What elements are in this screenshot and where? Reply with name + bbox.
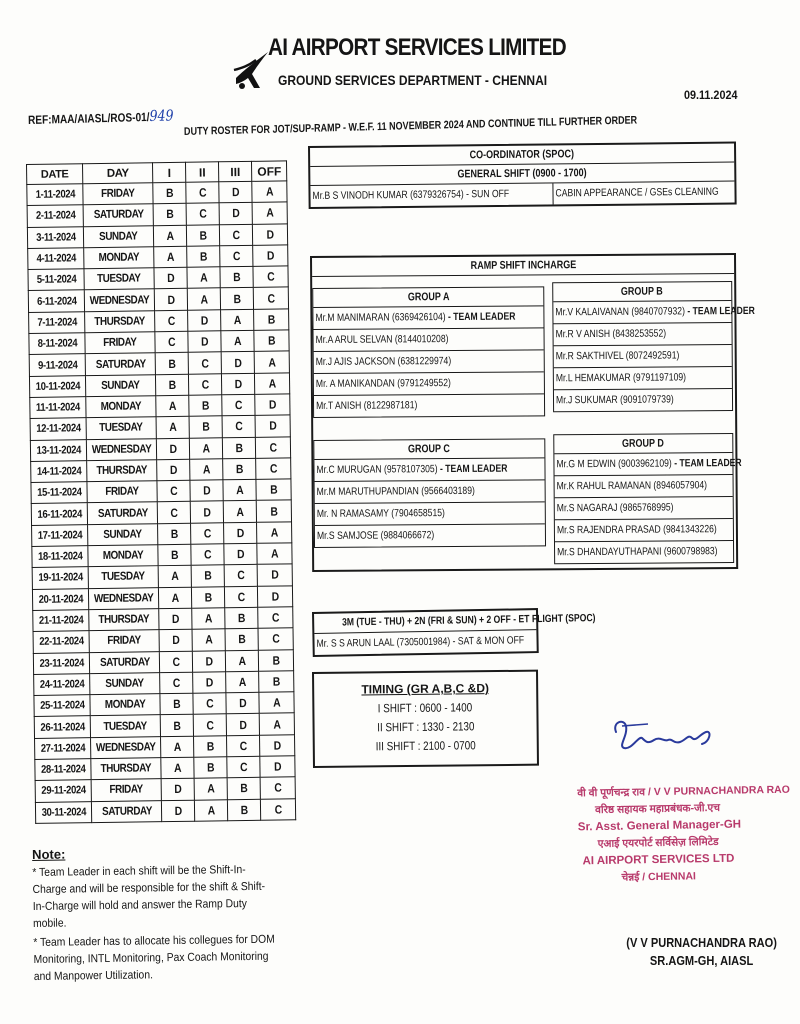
cell-shift-2: A xyxy=(192,629,225,651)
cell-off: B xyxy=(256,500,291,522)
cell-day: MONDAY xyxy=(88,545,158,567)
column-header-shift-1: I xyxy=(153,162,186,182)
cell-shift-2: A xyxy=(190,459,223,481)
stamp-line: एआई एयरपोर्ट सर्विसेज़ लिमिटेड xyxy=(597,835,719,851)
cell-date: 22-11-2024 xyxy=(33,631,89,653)
cell-date: 12-11-2024 xyxy=(30,418,86,440)
team-leader-label: - TEAM LEADER xyxy=(671,456,742,470)
member-name: Mr.R V ANISH (8438253552) xyxy=(555,327,667,341)
cell-shift-2: D xyxy=(193,650,226,672)
coordinator-duty: CABIN APPEARANCE / GSEs CLEANING xyxy=(555,185,719,200)
cell-day: FRIDAY xyxy=(87,481,157,503)
cell-date: 13-11-2024 xyxy=(30,439,86,461)
cell-shift-3: A xyxy=(223,479,256,501)
cell-shift-3: D xyxy=(226,714,259,736)
note-item: * Team Leader in each shift will be the Shift-In-Charge and will be responsible for the shift & Shift-In-Charge will hold and answer the Ramp Duty mobile. xyxy=(32,864,266,930)
group-d-title: GROUP D xyxy=(554,434,732,454)
team-leader-label: - TEAM LEADER xyxy=(437,462,508,476)
cell-date: 9-11-2024 xyxy=(29,354,85,376)
cell-shift-2: B xyxy=(189,395,222,417)
member-row xyxy=(555,497,733,520)
cell-shift-1: B xyxy=(158,544,191,566)
cell-shift-1: D xyxy=(154,289,187,311)
cell-date: 20-11-2024 xyxy=(32,588,88,610)
cell-shift-3: B xyxy=(220,288,253,310)
cell-shift-2: B xyxy=(187,224,220,246)
cell-shift-3: D xyxy=(226,692,259,714)
cell-shift-2: A xyxy=(190,437,223,459)
cell-off: D xyxy=(258,585,293,607)
roster-title: DUTY ROSTER FOR JOT/SUP-RAMP - W.E.F. 11 NOVEMBER 2024 AND CONTINUE TILL FURTHER ORDER xyxy=(183,114,638,138)
cell-day: SATURDAY xyxy=(85,353,155,375)
stamp-line: वरिष्ठ सहायक महाप्रबंधक-जी.एच xyxy=(594,801,721,817)
cell-date: 24-11-2024 xyxy=(34,673,90,695)
cell-day: SUNDAY xyxy=(88,523,158,545)
cell-off: B xyxy=(259,649,294,671)
signing-officer xyxy=(613,934,790,970)
cell-shift-1: A xyxy=(161,736,194,758)
cell-shift-3: B xyxy=(223,458,256,480)
cell-off: D xyxy=(257,564,292,586)
cell-off: A xyxy=(257,522,292,544)
official-stamp xyxy=(577,783,790,888)
cell-shift-3: B xyxy=(227,778,260,800)
cell-off: B xyxy=(254,309,289,331)
member-name: Mr.K RAHUL RAMANAN (8946057904) xyxy=(556,479,708,493)
cell-date: 4-11-2024 xyxy=(28,248,84,270)
note-item: * Team Leader has to allocate his collegues for DOM Monitoring, INTL Monitoring, Pax Coach Monitoring and Manpower Utilization. xyxy=(33,933,275,983)
coordinator-box xyxy=(308,142,737,209)
cell-shift-1: A xyxy=(156,395,189,417)
cell-day: SATURDAY xyxy=(91,800,161,822)
department-name: GROUND SERVICES DEPARTMENT - CHENNAI xyxy=(278,72,548,88)
cell-shift-3: C xyxy=(220,224,253,246)
group-a-members xyxy=(313,306,544,417)
column-header-day: DAY xyxy=(83,163,153,184)
cell-shift-1: A xyxy=(156,417,189,439)
timing-shift-2: II SHIFT : 1330 - 2130 xyxy=(376,719,475,735)
handwritten-signature xyxy=(608,712,718,760)
cell-shift-3: C xyxy=(222,394,255,416)
cell-shift-1: A xyxy=(154,246,187,268)
cell-off: C xyxy=(256,436,291,458)
cell-shift-3: C xyxy=(225,586,258,608)
cell-date: 15-11-2024 xyxy=(31,482,87,504)
cell-off: B xyxy=(254,330,289,352)
cell-off: A xyxy=(252,181,287,203)
cell-shift-3: D xyxy=(221,352,254,374)
member-row xyxy=(313,306,543,330)
cell-date: 6-11-2024 xyxy=(28,290,84,312)
cell-day: SATURDAY xyxy=(89,651,159,673)
cell-day: FRIDAY xyxy=(89,630,159,652)
cell-shift-3: C xyxy=(220,245,253,267)
officer-name: (V V PURNACHANDRA RAO) xyxy=(626,935,777,950)
cell-off: A xyxy=(257,543,292,565)
cell-shift-1: B xyxy=(156,374,189,396)
cell-date: 1-11-2024 xyxy=(27,184,83,206)
member-row xyxy=(553,323,731,346)
cell-date: 28-11-2024 xyxy=(35,759,91,781)
document-date: 09.11.2024 xyxy=(684,88,738,102)
cell-day: SUNDAY xyxy=(90,673,160,695)
member-row xyxy=(555,541,733,563)
cell-off: D xyxy=(253,245,288,267)
cell-shift-2: C xyxy=(191,544,224,566)
cell-off: A xyxy=(252,202,287,224)
cell-day: TUESDAY xyxy=(84,268,154,290)
cell-day: WEDNESDAY xyxy=(91,736,161,758)
member-name: Mr.M MARUTHUPANDIAN (9566403189) xyxy=(316,484,475,498)
cell-day: SATURDAY xyxy=(87,502,157,524)
officer-designation: SR.AGM-GH, AIASL xyxy=(649,953,754,968)
member-row xyxy=(315,480,545,504)
cell-shift-1: D xyxy=(159,608,192,630)
cell-day: TUESDAY xyxy=(88,566,158,588)
cell-shift-2: C xyxy=(193,693,226,715)
cell-shift-3: D xyxy=(224,522,257,544)
cell-shift-1: D xyxy=(157,459,190,481)
cell-shift-3: A xyxy=(221,309,254,331)
cell-shift-1: D xyxy=(154,267,187,289)
cell-off: C xyxy=(258,628,293,650)
team-leader-label: - TEAM LEADER xyxy=(684,304,755,318)
member-row xyxy=(315,502,545,526)
cell-shift-1: B xyxy=(153,182,186,204)
duty-roster-table xyxy=(26,160,296,823)
cell-day: TUESDAY xyxy=(90,715,160,737)
column-header-date: DATE xyxy=(27,164,83,185)
member-name: Mr.J SUKUMAR (9091079739) xyxy=(555,393,674,407)
cell-shift-2: A xyxy=(194,778,227,800)
cell-day: WEDNESDAY xyxy=(84,289,154,311)
reference-prefix: REF:MAA/AIASL/ROS-01/ xyxy=(27,109,150,127)
company-name: AI AIRPORT SERVICES LIMITED xyxy=(268,34,566,61)
group-a-box xyxy=(312,286,545,418)
column-header-shift-2: II xyxy=(186,162,219,182)
et-flight-title: 3M (TUE - THU) + 2N (FRI & SUN) + 2 OFF - ET FLIGHT (SPOC) xyxy=(314,610,536,634)
cell-date: 19-11-2024 xyxy=(32,567,88,589)
cell-date: 30-11-2024 xyxy=(35,801,91,823)
group-b-title: GROUP B xyxy=(553,282,731,302)
column-header-shift-3: III xyxy=(219,161,252,181)
cell-shift-3: D xyxy=(224,543,257,565)
group-c-members xyxy=(314,458,545,547)
note-section xyxy=(32,842,304,986)
company-logo xyxy=(230,48,272,92)
member-row xyxy=(554,453,742,476)
cell-shift-2: A xyxy=(192,608,225,630)
stamp-line: चेन्नई / CHENNAI xyxy=(621,870,697,884)
member-row xyxy=(555,519,733,542)
cell-shift-1: B xyxy=(160,715,193,737)
cell-day: THURSDAY xyxy=(89,609,159,631)
cell-shift-3: B xyxy=(220,267,253,289)
cell-date: 21-11-2024 xyxy=(33,610,89,632)
cell-date: 18-11-2024 xyxy=(32,546,88,568)
cell-shift-1: C xyxy=(157,502,190,524)
group-d-members xyxy=(554,453,742,563)
cell-date: 8-11-2024 xyxy=(29,333,85,355)
group-a-title: GROUP A xyxy=(313,287,543,308)
cell-day: THURSDAY xyxy=(87,460,157,482)
cell-day: MONDAY xyxy=(90,694,160,716)
member-name: Mr.V KALAIVANAN (9840707932) xyxy=(555,305,685,319)
cell-date: 25-11-2024 xyxy=(34,695,90,717)
group-d-box xyxy=(553,433,742,564)
cell-shift-2: D xyxy=(188,310,221,332)
cell-off: C xyxy=(253,266,288,288)
cell-shift-3: B xyxy=(225,607,258,629)
member-name: Mr.T ANISH (8122987181) xyxy=(316,399,418,412)
cell-shift-2: C xyxy=(188,352,221,374)
cell-date: 5-11-2024 xyxy=(28,269,84,291)
cell-date: 29-11-2024 xyxy=(35,780,91,802)
cell-shift-2: B xyxy=(192,586,225,608)
member-name: Mr.J AJIS JACKSON (6381229974) xyxy=(315,355,452,368)
cell-shift-3: D xyxy=(219,203,252,225)
member-row xyxy=(314,328,544,352)
member-row xyxy=(553,301,755,324)
cell-shift-1: A xyxy=(154,225,187,247)
cell-date: 14-11-2024 xyxy=(31,461,87,483)
cell-shift-2: B xyxy=(187,246,220,268)
cell-day: MONDAY xyxy=(86,396,156,418)
member-name: Mr.M MANIMARAN (6369426104) xyxy=(315,311,446,324)
cell-day: FRIDAY xyxy=(85,332,155,354)
team-leader-label: - TEAM LEADER xyxy=(445,310,516,324)
stamp-line: वी वी पूर्णचन्द्र राव / V V PURNACHANDRA RAO xyxy=(577,783,790,800)
group-b-members xyxy=(553,301,755,411)
member-name: Mr.C MURUGAN (9578107305) xyxy=(316,463,438,476)
cell-date: 17-11-2024 xyxy=(32,524,88,546)
cell-shift-1: B xyxy=(153,204,186,226)
cell-off: A xyxy=(255,373,290,395)
roster-body xyxy=(27,181,296,823)
cell-shift-1: C xyxy=(155,331,188,353)
cell-off: B xyxy=(259,671,294,693)
cell-shift-1: A xyxy=(158,566,191,588)
general-shift-title: GENERAL SHIFT (0900 - 1700) xyxy=(310,163,734,186)
cell-shift-1: D xyxy=(161,779,194,801)
member-row xyxy=(554,367,732,390)
cell-day: FRIDAY xyxy=(83,183,153,205)
reference-handwritten-number: 949 xyxy=(149,106,174,125)
cell-off: C xyxy=(261,798,296,820)
cell-shift-3: A xyxy=(223,501,256,523)
cell-off: D xyxy=(260,756,295,778)
cell-date: 7-11-2024 xyxy=(29,311,85,333)
et-flight-person: Mr. S S ARUN LAAL (7305001984) - SAT & MON OFF xyxy=(316,634,525,650)
member-name: Mr.S DHANDAYUTHAPANI (9600798983) xyxy=(557,545,718,559)
cell-off: B xyxy=(256,479,291,501)
cell-shift-3: C xyxy=(222,416,255,438)
cell-day: TUESDAY xyxy=(86,417,156,439)
cell-shift-1: D xyxy=(159,629,192,651)
cell-shift-2: D xyxy=(190,501,223,523)
cell-off: C xyxy=(260,777,295,799)
group-b-box xyxy=(552,281,755,412)
stamp-line: Sr. Asst. General Manager-GH xyxy=(577,818,742,834)
cell-shift-1: C xyxy=(155,310,188,332)
coordinator-details xyxy=(310,182,734,207)
column-header-off: OFF xyxy=(252,161,287,181)
cell-shift-1: B xyxy=(155,353,188,375)
cell-date: 2-11-2024 xyxy=(27,205,83,227)
member-row xyxy=(554,389,732,411)
cell-off: D xyxy=(253,223,288,245)
note-title: Note: xyxy=(32,846,66,862)
coordinator-title: CO-ORDINATOR (SPOC) xyxy=(310,144,734,167)
cell-shift-1: C xyxy=(157,480,190,502)
cell-day: FRIDAY xyxy=(91,779,161,801)
cell-shift-2: B xyxy=(194,735,227,757)
cell-day: THURSDAY xyxy=(91,758,161,780)
timing-box xyxy=(312,670,539,768)
member-row xyxy=(314,394,544,417)
cell-shift-2: A xyxy=(195,799,228,821)
member-name: Mr. A MANIKANDAN (9791249552) xyxy=(315,377,451,390)
ramp-shift-incharge-box xyxy=(310,253,755,572)
cell-off: A xyxy=(259,692,294,714)
cell-shift-3: D xyxy=(222,373,255,395)
cell-shift-2: C xyxy=(186,182,219,204)
cell-date: 27-11-2024 xyxy=(35,737,91,759)
cell-off: C xyxy=(253,287,288,309)
member-row xyxy=(314,372,544,396)
cell-shift-3: A xyxy=(221,330,254,352)
cell-shift-3: C xyxy=(224,565,257,587)
timing-shift-3: III SHIFT : 2100 - 0700 xyxy=(375,738,476,754)
cell-off: D xyxy=(255,394,290,416)
cell-shift-1: C xyxy=(160,672,193,694)
cell-shift-1: C xyxy=(160,651,193,673)
member-row xyxy=(555,475,733,498)
stamp-line: AI AIRPORT SERVICES LTD xyxy=(582,852,735,868)
cell-shift-1: A xyxy=(161,757,194,779)
cell-off: D xyxy=(255,415,290,437)
member-name: Mr.R SAKTHIVEL (8072492591) xyxy=(555,349,680,363)
member-name: Mr. N RAMASAMY (7904658515) xyxy=(316,507,445,520)
cell-shift-2: D xyxy=(193,672,226,694)
coordinator-person: Mr.B S VINODH KUMAR (6379326754) - SUN OFF xyxy=(310,183,553,207)
cell-day: THURSDAY xyxy=(85,310,155,332)
member-name: Mr.S NAGARAJ (9865768995) xyxy=(556,501,674,515)
cell-shift-2: C xyxy=(193,714,226,736)
reference-number xyxy=(28,106,174,128)
member-row xyxy=(314,350,544,374)
cell-day: WEDNESDAY xyxy=(88,587,158,609)
cell-shift-3: D xyxy=(219,181,252,203)
cell-date: 10-11-2024 xyxy=(29,375,85,397)
cell-shift-2: D xyxy=(188,331,221,353)
timing-shift-1: I SHIFT : 0600 - 1400 xyxy=(378,700,473,716)
cell-shift-2: A xyxy=(187,267,220,289)
member-name: Mr.S SAMJOSE (9884066672) xyxy=(316,529,435,542)
cell-off: A xyxy=(254,351,289,373)
member-row xyxy=(554,345,732,368)
cell-shift-2: C xyxy=(186,203,219,225)
member-name: Mr.S RAJENDRA PRASAD (9841343226) xyxy=(556,523,717,537)
cell-off: C xyxy=(256,458,291,480)
cell-date: 16-11-2024 xyxy=(31,503,87,525)
group-c-title: GROUP C xyxy=(314,439,544,460)
cell-shift-2: B xyxy=(194,757,227,779)
cell-day: SUNDAY xyxy=(83,225,153,247)
cell-shift-3: B xyxy=(225,629,258,651)
cell-shift-3: A xyxy=(226,671,259,693)
cell-shift-3: B xyxy=(223,437,256,459)
timing-title: TIMING (GR A,B,C &D) xyxy=(361,681,490,697)
et-flight-box xyxy=(312,608,596,657)
cell-shift-1: D xyxy=(157,438,190,460)
cell-shift-2: B xyxy=(189,416,222,438)
ramp-shift-title: RAMP SHIFT INCHARGE xyxy=(312,255,734,277)
group-c-box xyxy=(313,438,546,548)
cell-shift-3: C xyxy=(227,735,260,757)
cell-shift-2: A xyxy=(187,288,220,310)
roster-row xyxy=(35,798,295,823)
cell-day: SATURDAY xyxy=(83,204,153,226)
cell-day: WEDNESDAY xyxy=(86,438,156,460)
member-name: Mr.L HEMAKUMAR (9791197109) xyxy=(555,371,687,385)
cell-date: 3-11-2024 xyxy=(27,226,83,248)
cell-shift-2: D xyxy=(190,480,223,502)
cell-off: A xyxy=(259,713,294,735)
member-name: Mr.G M EDWIN (9003962109) xyxy=(556,457,672,471)
cell-shift-1: A xyxy=(159,587,192,609)
cell-date: 26-11-2024 xyxy=(34,716,90,738)
cell-off: C xyxy=(258,607,293,629)
cell-date: 11-11-2024 xyxy=(30,397,86,419)
cell-shift-1: B xyxy=(160,693,193,715)
cell-shift-3: B xyxy=(228,799,261,821)
cell-shift-3: C xyxy=(227,756,260,778)
cell-date: 23-11-2024 xyxy=(33,652,89,674)
cell-day: MONDAY xyxy=(84,247,154,269)
cell-shift-2: C xyxy=(191,523,224,545)
cell-off: D xyxy=(260,735,295,757)
cell-shift-3: A xyxy=(226,650,259,672)
member-name: Mr.A ARUL SELVAN (8144010208) xyxy=(315,333,449,346)
cell-shift-2: B xyxy=(191,565,224,587)
member-row xyxy=(315,524,545,547)
cell-shift-1: D xyxy=(162,800,195,822)
cell-shift-1: B xyxy=(158,523,191,545)
cell-day: SUNDAY xyxy=(85,374,155,396)
cell-shift-2: C xyxy=(189,373,222,395)
member-row xyxy=(314,458,544,482)
